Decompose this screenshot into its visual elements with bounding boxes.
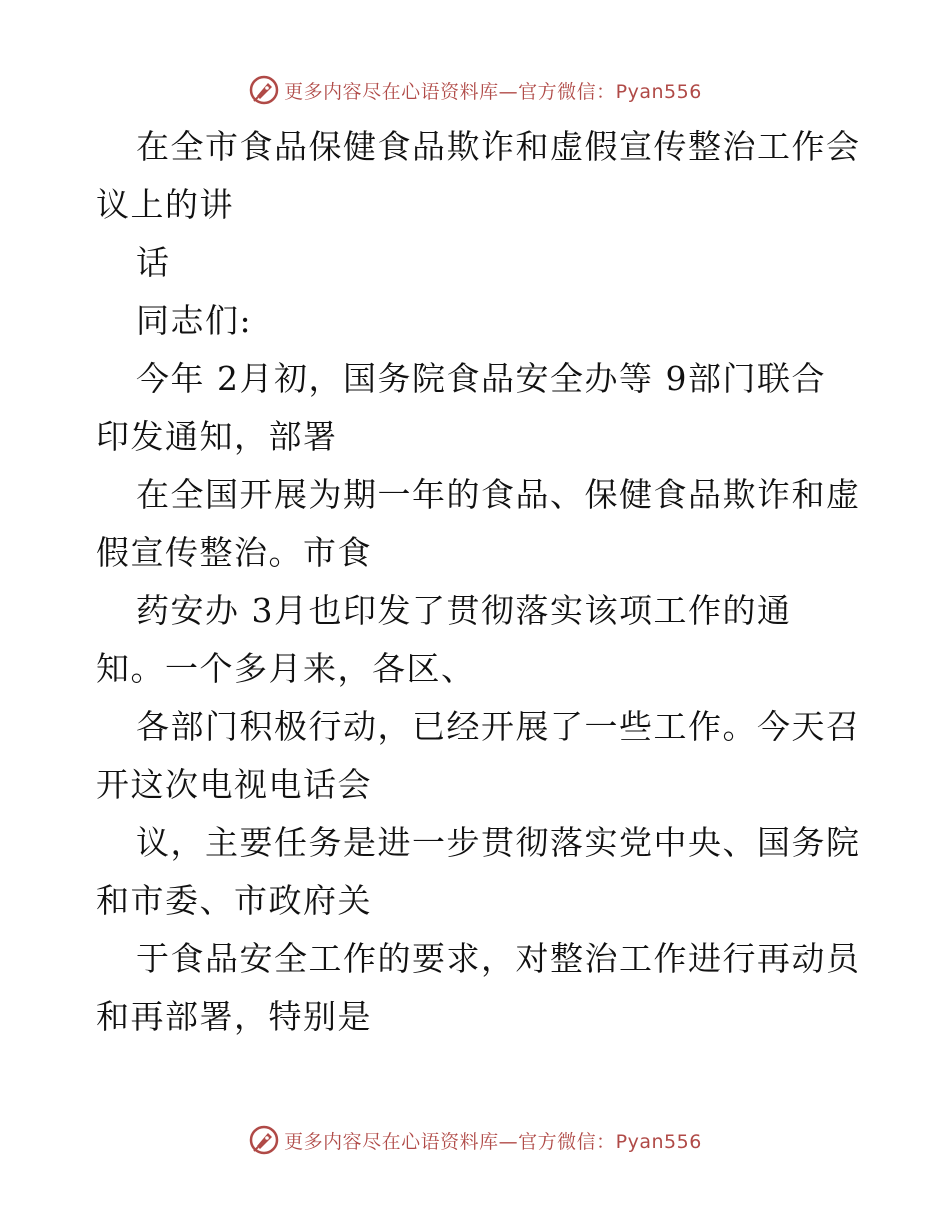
footer-banner-text: 更多内容尽在心语资料库—官方微信：Pyan556	[284, 1130, 702, 1153]
document-line: 假宣传整治。市食	[96, 533, 372, 572]
document-line: 和市委、市政府关	[96, 881, 372, 920]
document-line: 于食品安全工作的要求，对整治工作进行再动员	[136, 939, 861, 978]
pen-nib-logo-icon	[248, 74, 280, 106]
document-line: 同志们:	[136, 301, 253, 340]
document-line: 知。一个多月来，各区、	[96, 649, 476, 688]
header-banner	[0, 70, 950, 110]
document-line: 话	[136, 243, 171, 282]
document-line: 议上的讲	[96, 185, 234, 224]
document-line: 开这次电视电话会	[96, 765, 372, 804]
document-line: 议，主要任务是进一步贯彻落实党中央、国务院	[136, 823, 861, 862]
document-line: 在全市食品保健食品欺诈和虚假宣传整治工作会	[136, 127, 861, 166]
pen-nib-logo-icon	[248, 1124, 280, 1156]
header-banner-text: 更多内容尽在心语资料库—官方微信：Pyan556	[284, 80, 702, 103]
document-line: 今年 2月初，国务院食品安全办等 9部门联合	[136, 359, 826, 398]
document-line: 印发通知，部署	[96, 417, 338, 456]
document-line: 药安办 3月也印发了贯彻落实该项工作的通	[136, 591, 792, 630]
document-body	[96, 118, 861, 1046]
footer-banner	[0, 1120, 950, 1160]
document-line: 在全国开展为期一年的食品、保健食品欺诈和虚	[136, 475, 861, 514]
document-line: 各部门积极行动，已经开展了一些工作。今天召	[136, 707, 861, 746]
document-line: 和再部署，特别是	[96, 997, 372, 1036]
